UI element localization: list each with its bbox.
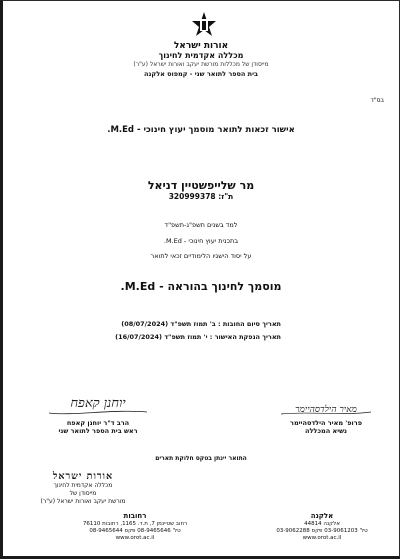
institution-subtitle: מכללה אקדמית לחינוך [158,51,244,60]
signature-head-handwriting: יוחנן קאפח [70,396,126,411]
footer-rehovot-address: רחוב שטיינמן 7, ת.ד. 1165, רחובות 76110 [82,521,188,527]
eligibility-line: על יסוד הישגיו הלימודיים זכאי לתואר [150,252,252,260]
signature-president-image [271,401,381,417]
signature-block-head [23,393,173,435]
footer-elkana [267,513,377,542]
footer-elkana-website: www.orot.ac.il [302,535,342,541]
signature-head-role: ראש בית הספר לתואר שני [58,427,138,435]
issue-date: תאריך הנפקת האישור : י' תמוז תשפ"ד (16/07/2024) [115,333,281,341]
completion-date: תאריך סיום החובות : ב' תמוז תשפ"ד (08/07/2024) [121,320,281,328]
stamp-name: אורות ישראל [52,471,114,482]
institution-name: אורות ישראל [173,41,229,51]
footer-elkana-phone: טל' 03-9061203 פקס 03-9062288 [276,528,368,534]
program-line: בתכנית יעוץ חינוכי - M.Ed. [163,237,239,245]
footer-rehovot-website: www.orot.ac.il [115,535,155,541]
bsd-mark: בס"ד [370,97,384,104]
stamp-line-1: מכללה אקדמית לחינוך [53,482,113,489]
signature-head-name: הרב ד"ר יוחנן קאפח [66,419,130,427]
footer-rehovot [65,513,205,542]
stamp-line-2: מייסודן של [69,490,97,497]
signature-president-name: פרופ' מאיר הילדסהיימר [290,419,362,427]
footer-rehovot-city: רחובות [123,512,147,520]
institution-description: מייסודן של מכללות מורשת יעקב ואורות ישראל (ע"ר) [133,61,269,68]
signature-president-handwriting: מאיר הילדסהיימר [295,405,357,415]
footer-rehovot-phone: טל' 08-9465646 פקס 08-9465644 [89,528,181,534]
id-number: ת"ז: 320999378 [168,192,234,201]
footer-elkana-address: אלקנה 44814 [304,521,340,527]
stamp-line-3: מורשת יעקב ואורות ישראל (ע"ר) [40,498,126,505]
signature-block-president [251,401,400,435]
signature-president-role: נשיא המכללה [305,427,347,435]
campus-name: בית הספר לתואר שני - קמפוס אלקנה [144,70,258,78]
document-title: אישור זכאות לתואר מוסמך יעוץ חינוכי - M.Ed. [107,125,295,135]
institution-stamp [23,471,143,506]
college-logo-icon [189,9,219,39]
study-years-line: למד בשנים תשפ"ג-תשפ"ד [164,221,238,229]
recipient-name: מר שלייפשטיין דניאל [147,179,255,192]
ceremony-note: התואר יינתן בטקס חלוקת תארים [155,455,247,462]
degree-title: מוסמך לחינוך בהוראה - M.Ed. [120,280,282,293]
signature-head-image [43,393,153,417]
footer-elkana-city: אלקנה [310,512,334,520]
